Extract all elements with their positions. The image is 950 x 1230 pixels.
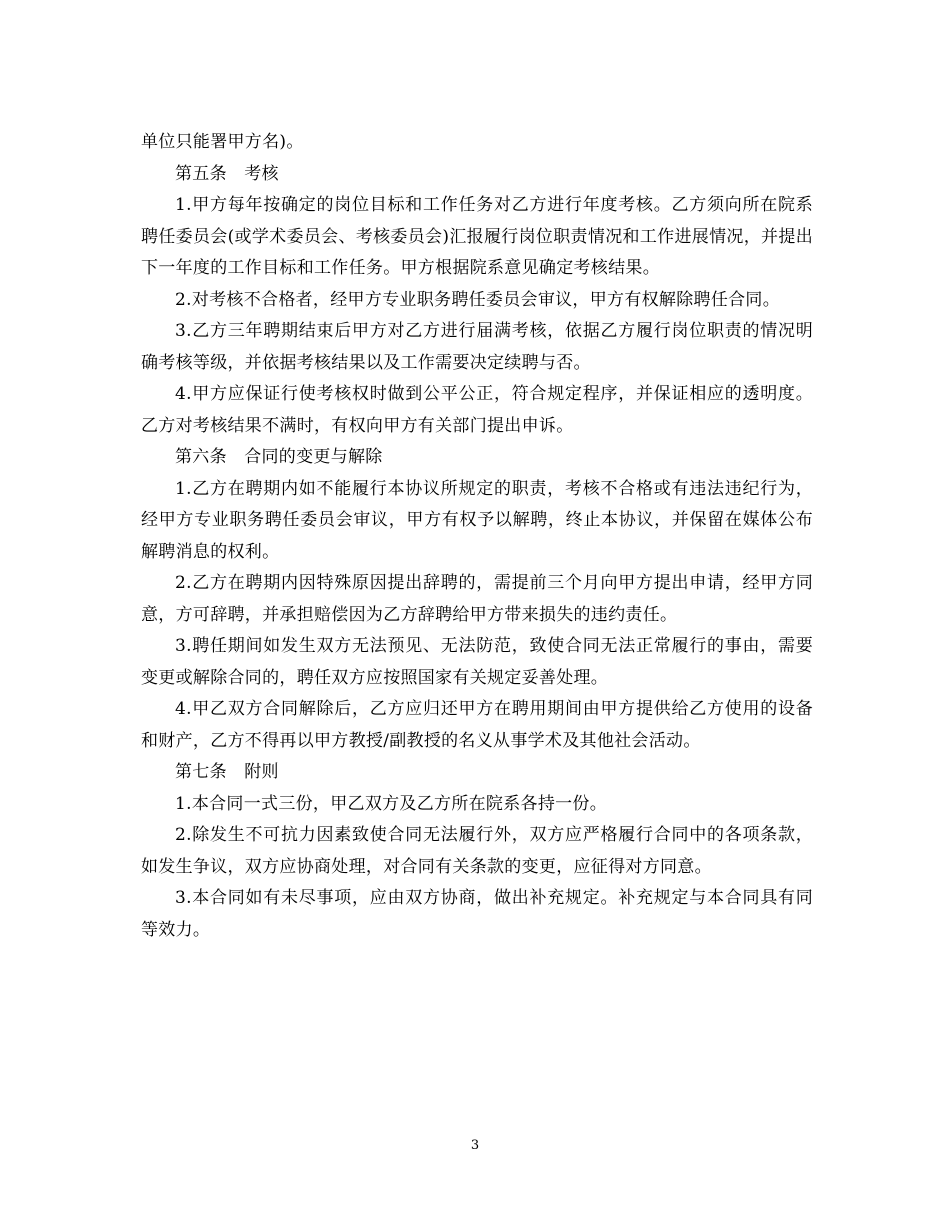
continued-paragraph: 单位只能署甲方名)。	[141, 132, 304, 152]
article-6-heading: 第六条 合同的变更与解除	[175, 447, 383, 467]
article-5-clause-4: 4.甲方应保证行使考核权时做到公平公正，符合规定程序，并保证相应的透明度。乙方对考核结果不满时，有权向甲方有关部门提出申诉。	[141, 384, 813, 436]
article-5-clause-2: 2.对考核不合格者，经甲方专业职务聘任委员会审议，甲方有权解除聘任合同。	[175, 289, 781, 310]
article-6-clause-2: 2.乙方在聘期内因特殊原因提出辞聘的，需提前三个月向甲方提出申请，经甲方同意，方可辞聘，并承担赔偿因为乙方辞聘给甲方带来损失的违约责任。	[141, 573, 813, 625]
page-number: 3	[470, 1138, 480, 1153]
article-6-clause-3: 3.聘任期间如发生双方无法预见、无法防范，致使合同无法正常履行的事由，需要变更或解除合同的，聘任双方应按照国家有关规定妥善处理。	[141, 636, 813, 688]
article-5-heading: 第五条 考核	[175, 163, 279, 184]
article-7-clause-1: 1.本合同一式三份，甲乙双方及乙方所在院系各持一份。	[175, 793, 608, 814]
article-7-clause-2: 2.除发生不可抗力因素致使合同无法履行外，双方应严格履行合同中的各项条款，如发生争议，双方应协商处理，对合同有关条款的变更，应征得对方同意。	[141, 825, 813, 877]
document-body	[141, 127, 813, 946]
article-5-clause-1: 1.甲方每年按确定的岗位目标和工作任务对乙方进行年度考核。乙方须向所在院系聘任委员会(或学术委员会、考核委员会)汇报履行岗位职责情况和工作进展情况，并提出下一年度的工作目标和工作任务。甲方根据院系意见确定考核结果。	[141, 195, 813, 278]
article-5-clause-3: 3.乙方三年聘期结束后甲方对乙方进行届满考核，依据乙方履行岗位职责的情况明确考核等级，并依据考核结果以及工作需要决定续聘与否。	[141, 321, 813, 373]
article-6-clause-1: 1.乙方在聘期内如不能履行本协议所规定的职责，考核不合格或有违法违纪行为，经甲方专业职务聘任委员会审议，甲方有权予以解聘，终止本协议，并保留在媒体公布解聘消息的权利。	[141, 478, 813, 562]
article-6-clause-4: 4.甲乙双方合同解除后，乙方应归还甲方在聘用期间由甲方提供给乙方使用的设备和财产，乙方不得再以甲方教授/副教授的名义从事学术及其他社会活动。	[141, 699, 813, 751]
article-7-clause-3: 3.本合同如有未尽事项，应由双方协商，做出补充规定。补充规定与本合同具有同等效力。	[141, 888, 813, 940]
article-7-heading: 第七条 附则	[175, 762, 279, 782]
